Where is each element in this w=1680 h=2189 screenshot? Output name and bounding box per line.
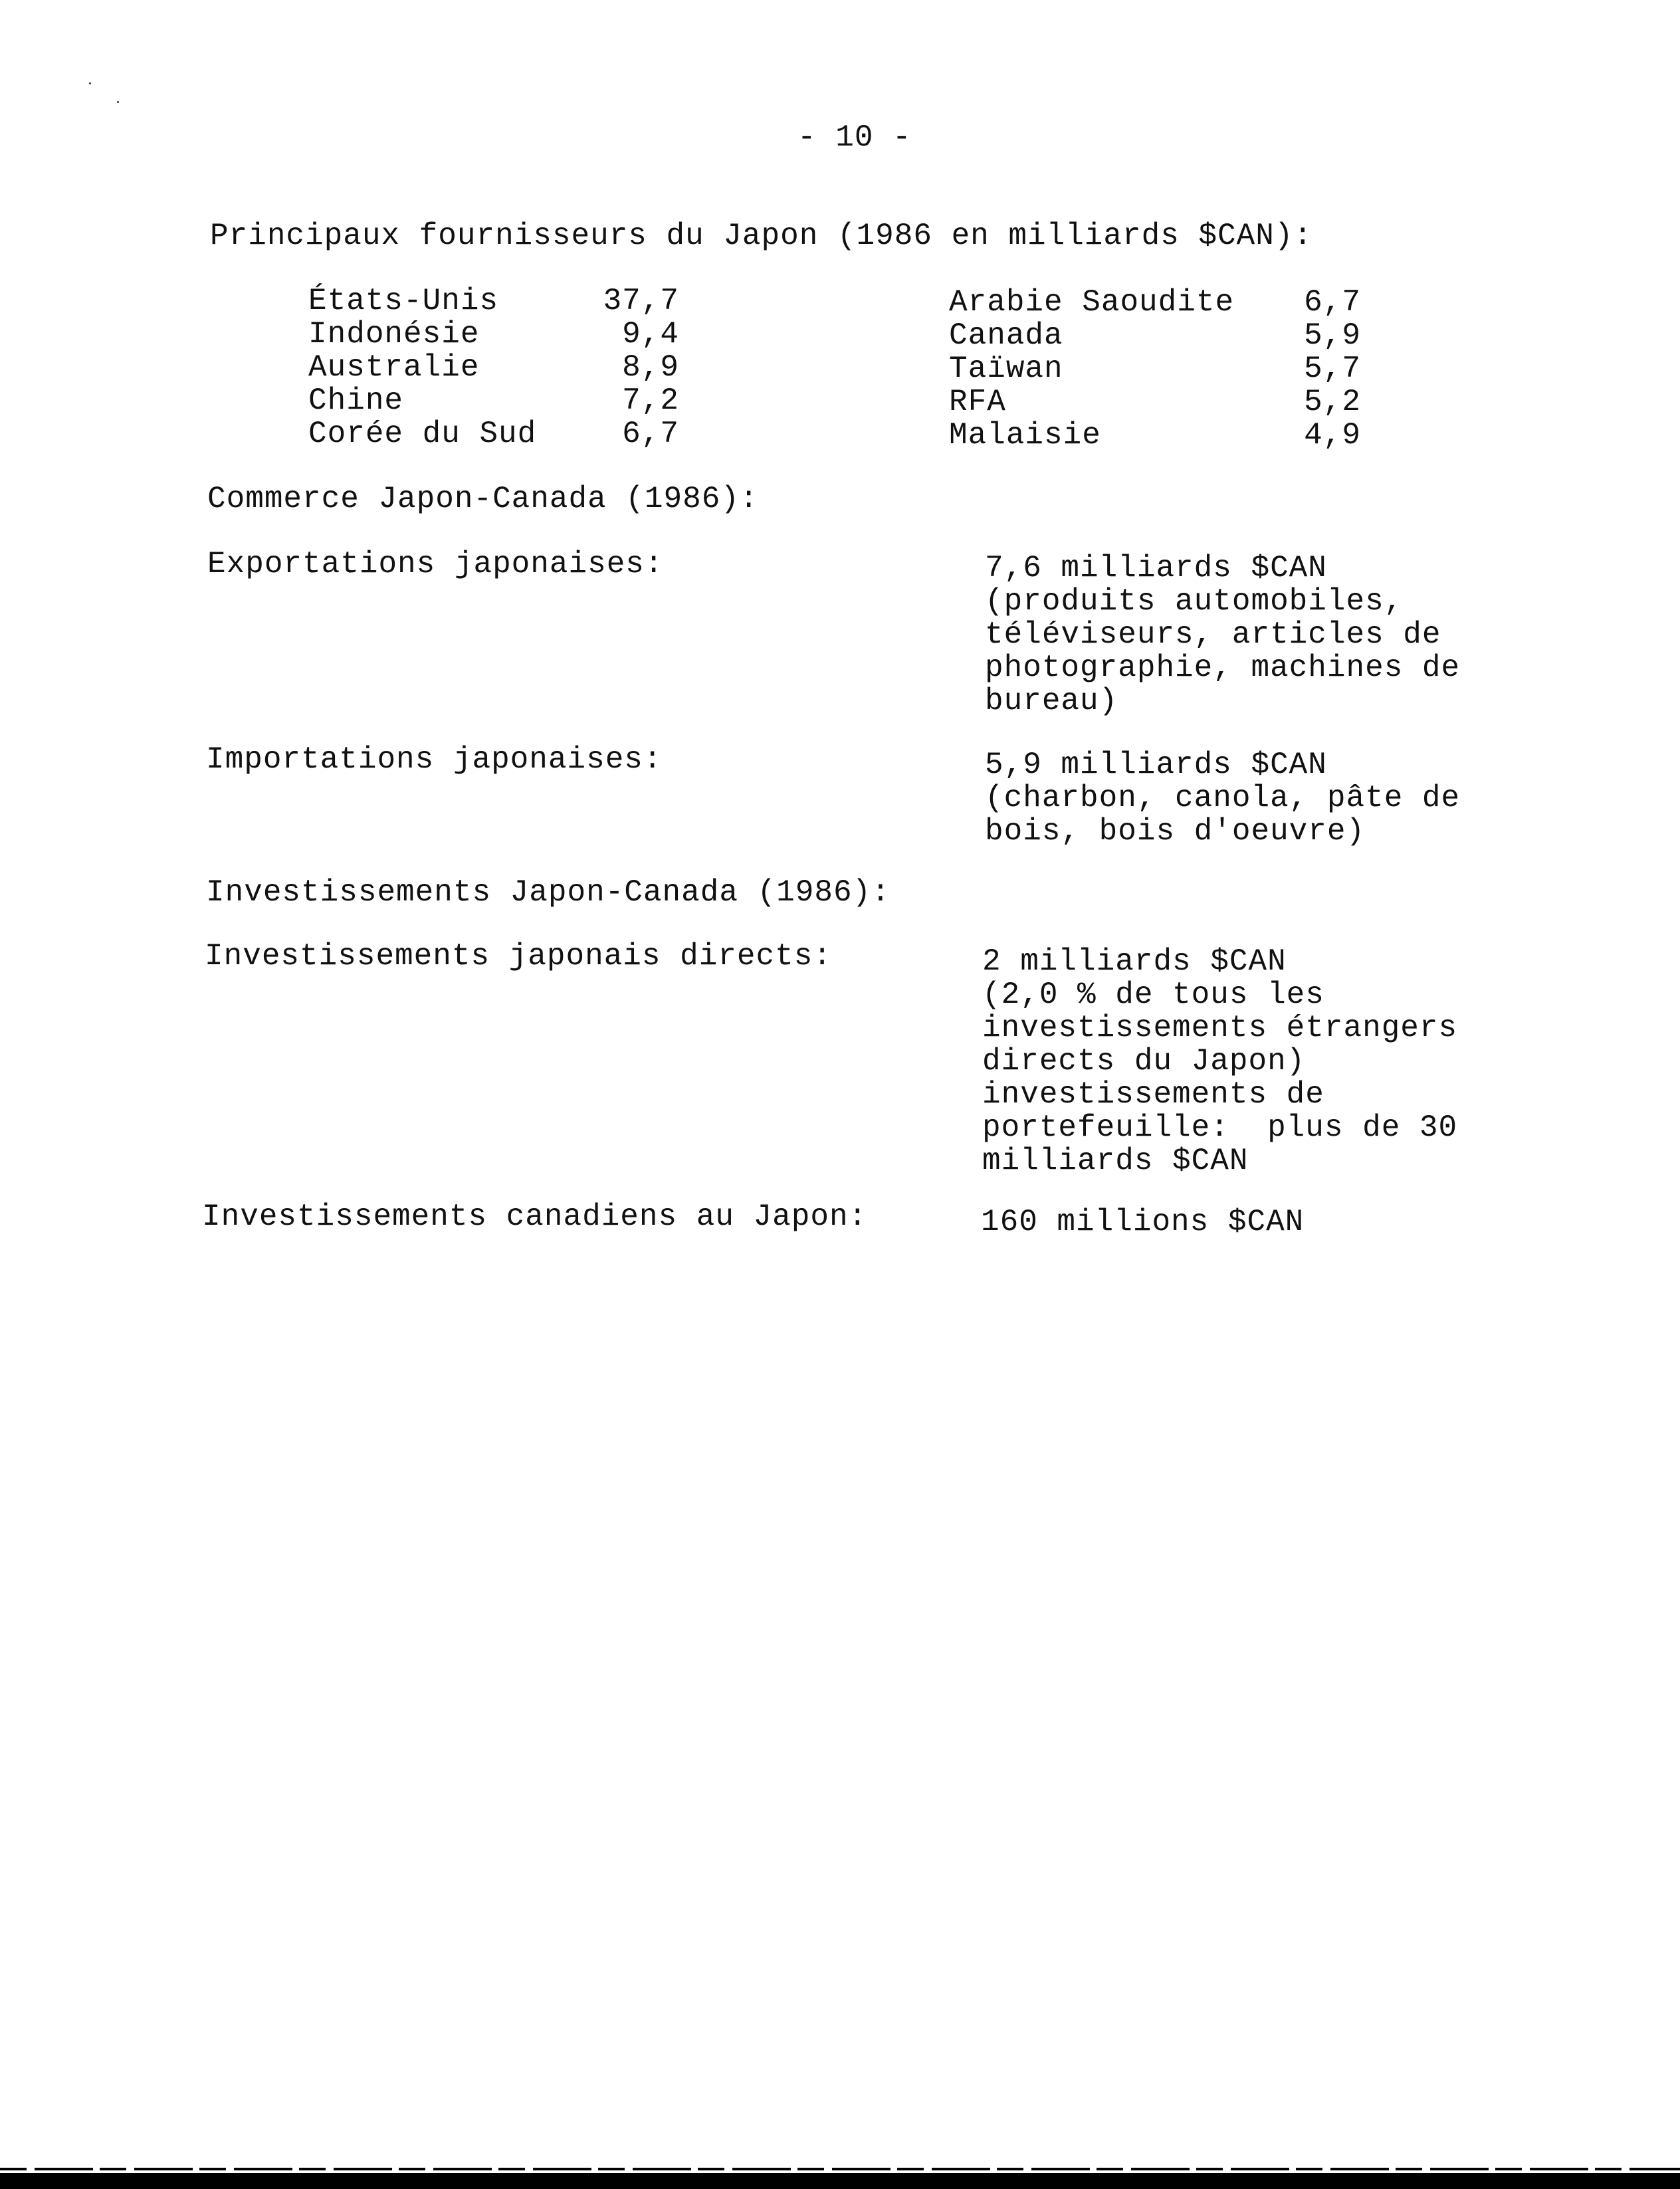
exports-line: photographie, machines de (985, 651, 1461, 685)
exports-line: téléviseurs, articles de (985, 617, 1441, 652)
supplier-value: 5,7 (1304, 352, 1361, 386)
page-number: - 10 - (797, 120, 912, 155)
supplier-country: Indonésie (308, 317, 480, 352)
jp-direct-line: investissements de (982, 1077, 1324, 1112)
scan-edge (0, 2168, 1680, 2170)
exports-label: Exportations japonaises: (207, 547, 664, 581)
imports-detail (985, 748, 1460, 848)
supplier-country: Malaisie (949, 418, 1101, 453)
exports-line: bureau) (985, 684, 1118, 718)
supplier-value: 8,9 (622, 350, 679, 385)
jp-direct-detail (982, 945, 1457, 1178)
supplier-value: 6,7 (1304, 285, 1361, 320)
jp-direct-line: portefeuille: plus de 30 (982, 1110, 1458, 1145)
jp-direct-line: milliards $CAN (982, 1144, 1249, 1178)
supplier-value: 7,2 (622, 383, 679, 418)
scan-speck (117, 101, 119, 103)
commerce-heading: Commerce Japon-Canada (1986): (207, 482, 759, 516)
supplier-country: Taïwan (949, 352, 1063, 386)
exports-line: 7,6 milliards $CAN (985, 551, 1327, 585)
jp-direct-line: investissements étrangers (982, 1011, 1458, 1045)
supplier-value: 37,7 (603, 284, 679, 318)
supplier-country: RFA (949, 385, 1006, 419)
supplier-country: Australie (308, 350, 480, 385)
supplier-country: Corée du Sud (308, 417, 537, 451)
jp-direct-line: directs du Japon) (982, 1044, 1306, 1079)
supplier-value: 4,9 (1304, 418, 1361, 453)
jp-direct-line: (2,0 % de tous les (982, 978, 1324, 1012)
supplier-country: États-Unis (308, 284, 499, 318)
jp-direct-line: 2 milliards $CAN (982, 944, 1287, 979)
suppliers-heading: Principaux fournisseurs du Japon (1986 en milliards $CAN): (210, 219, 1313, 253)
ca-investment-value: 160 millions $CAN (981, 1205, 1305, 1239)
imports-line: bois, bois d'oeuvre) (985, 814, 1366, 849)
supplier-country: Arabie Saoudite (949, 285, 1235, 320)
scan-speck (89, 82, 91, 84)
exports-detail (985, 552, 1460, 718)
supplier-value: 5,9 (1304, 318, 1361, 353)
imports-label: Importations japonaises: (206, 742, 663, 777)
exports-line: (produits automobiles, (985, 584, 1404, 619)
supplier-value: 9,4 (622, 317, 679, 352)
supplier-value: 5,2 (1304, 385, 1361, 419)
imports-line: (charbon, canola, pâte de (985, 781, 1461, 815)
scan-bottom-border (0, 2173, 1680, 2189)
ca-investment-label: Investissements canadiens au Japon: (202, 1199, 868, 1234)
investments-heading: Investissements Japon-Canada (1986): (206, 875, 891, 910)
jp-direct-label: Investissements japonais directs: (205, 939, 832, 974)
supplier-value: 6,7 (622, 417, 679, 451)
imports-line: 5,9 milliards $CAN (985, 748, 1327, 782)
supplier-country: Canada (949, 318, 1063, 353)
supplier-country: Chine (308, 383, 404, 418)
